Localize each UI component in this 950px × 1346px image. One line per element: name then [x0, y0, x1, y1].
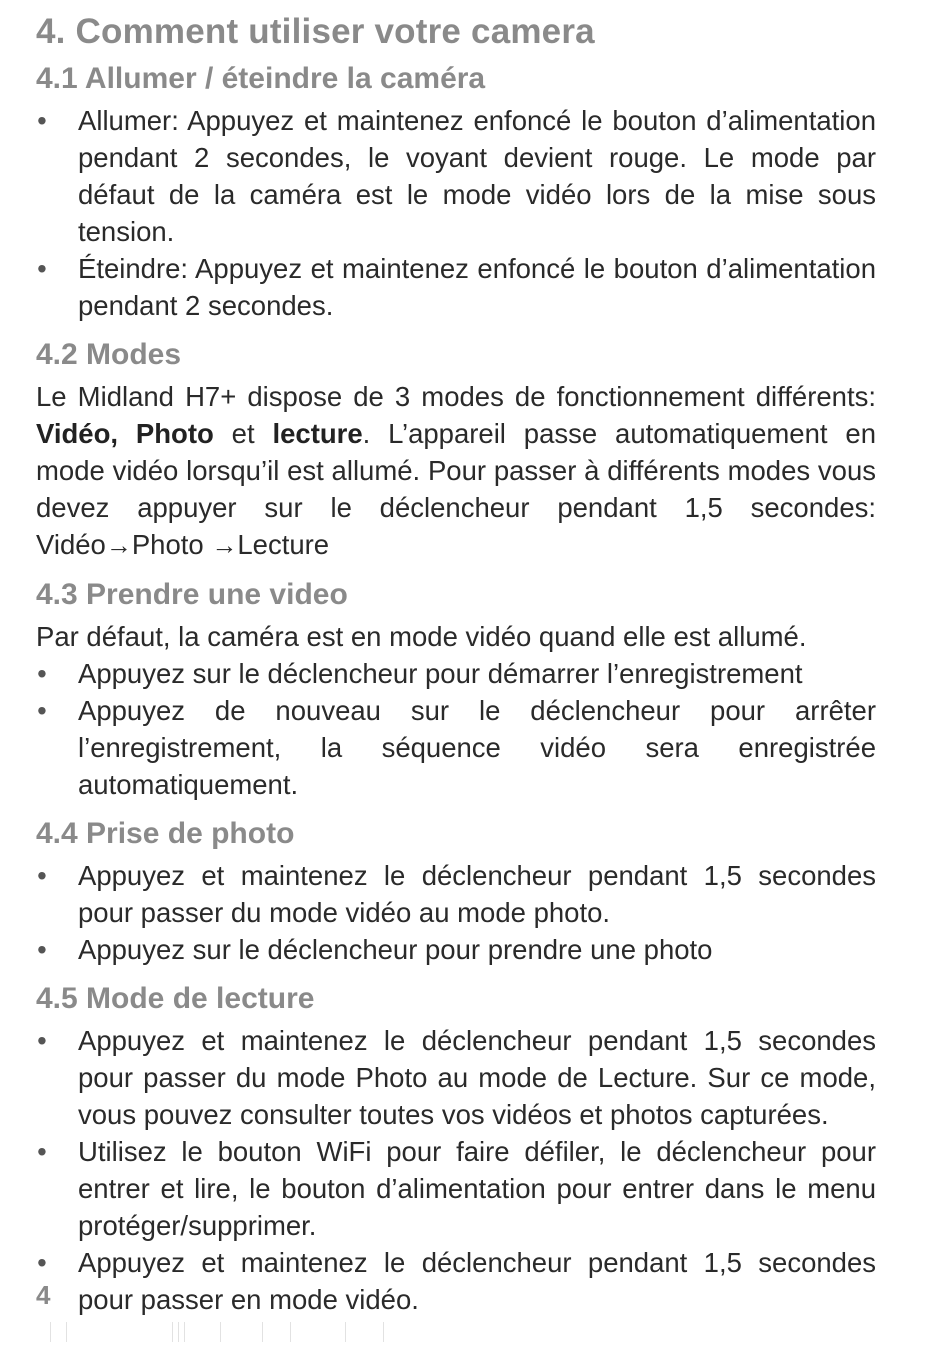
bullet-icon: • — [37, 105, 47, 136]
list-item-text: Appuyez sur le déclencheur pour démarrer l’enregistrement — [78, 658, 803, 689]
bullet-list — [36, 1022, 876, 1318]
mode-video-photo: Vidéo, Photo — [36, 418, 214, 449]
section-heading: 4.2 Modes — [36, 338, 182, 371]
section-playback — [36, 982, 876, 1318]
sequence-video: Vidéo — [36, 529, 106, 560]
section-photo — [36, 817, 876, 968]
document-page — [36, 12, 876, 1318]
bullet-icon: • — [37, 934, 47, 965]
list-item-text: Allumer: Appuyez et maintenez enfoncé le bouton d’alimentation pendant 2 secondes, le voyant devient rouge. Le mode par défaut de la caméra est le mode vidéo lors de la mise sous tension. — [78, 105, 876, 247]
list-item — [36, 857, 876, 931]
section-heading: 4.1 Allumer / éteindre la caméra — [36, 62, 486, 95]
mode-lecture: lecture — [272, 418, 363, 449]
conjunction: et — [213, 418, 273, 449]
list-item — [36, 102, 876, 250]
list-item-text: Appuyez de nouveau sur le déclencheur pour arrêter l’enregistrement, la séquence vidéo sera enregistrée automatiquement. — [78, 695, 876, 800]
list-item — [36, 1133, 876, 1244]
bullet-icon: • — [37, 860, 47, 891]
list-item-text: Utilisez le bouton WiFi pour faire défiler, le déclencheur pour entrer et lire, le bouton d’alimentation pour entrer dans le menu protéger/supprimer. — [78, 1136, 876, 1241]
list-item — [36, 655, 876, 692]
section-video — [36, 578, 876, 803]
list-item — [36, 692, 876, 803]
list-item-text: Appuyez sur le déclencheur pour prendre une photo — [78, 934, 713, 965]
modes-paragraph — [36, 378, 876, 564]
bullet-list — [36, 102, 876, 324]
bullet-list — [36, 857, 876, 968]
bullet-icon: • — [37, 1247, 47, 1278]
bullet-icon: • — [37, 253, 47, 284]
section-heading: 4.3 Prendre une video — [36, 578, 348, 611]
section-power — [36, 62, 876, 324]
page-number: 4 — [36, 1280, 51, 1310]
print-marks — [40, 1322, 460, 1342]
list-item — [36, 931, 876, 968]
bullet-icon: • — [37, 695, 47, 726]
bullet-list — [36, 655, 876, 803]
modes-rest: . L’appareil passe automatiquement en mode vidéo lorsqu’il est allumé. Pour passer à différents modes vous devez appuyer sur le déclencheur pendant 1,5 secondes: — [36, 418, 877, 523]
list-item — [36, 1022, 876, 1133]
section-modes — [36, 338, 876, 564]
page-title: 4. Comment utiliser votre camera — [36, 12, 595, 51]
list-item-text: Appuyez et maintenez le déclencheur pendant 1,5 secondes pour passer en mode vidéo. — [78, 1247, 876, 1315]
bullet-icon: • — [37, 1136, 47, 1167]
sequence-photo: Photo — [131, 529, 212, 560]
modes-intro: Le Midland H7+ dispose de 3 modes de fonctionnement différents: — [36, 381, 876, 412]
list-item-text: Appuyez et maintenez le déclencheur pendant 1,5 secondes pour passer du mode vidéo au mode photo. — [78, 860, 876, 928]
list-item-text: Appuyez et maintenez le déclencheur pendant 1,5 secondes pour passer du mode Photo au mode de Lecture. Sur ce mode, vous pouvez consulter toutes vos vidéos et photos capturées. — [78, 1025, 876, 1130]
list-item — [36, 1244, 876, 1318]
sequence-lecture: Lecture — [237, 529, 330, 560]
arrow-right-icon: → — [211, 530, 238, 560]
bullet-icon: • — [37, 1025, 47, 1056]
list-item — [36, 250, 876, 324]
video-paragraph: Par défaut, la caméra est en mode vidéo quand elle est allumé. — [36, 621, 807, 652]
bullet-icon: • — [37, 658, 47, 689]
section-heading: 4.4 Prise de photo — [36, 817, 295, 850]
arrow-right-icon: → — [105, 530, 132, 560]
list-item-text: Éteindre: Appuyez et maintenez enfoncé le bouton d’alimentation pendant 2 secondes. — [78, 253, 876, 321]
section-heading: 4.5 Mode de lecture — [36, 982, 315, 1015]
